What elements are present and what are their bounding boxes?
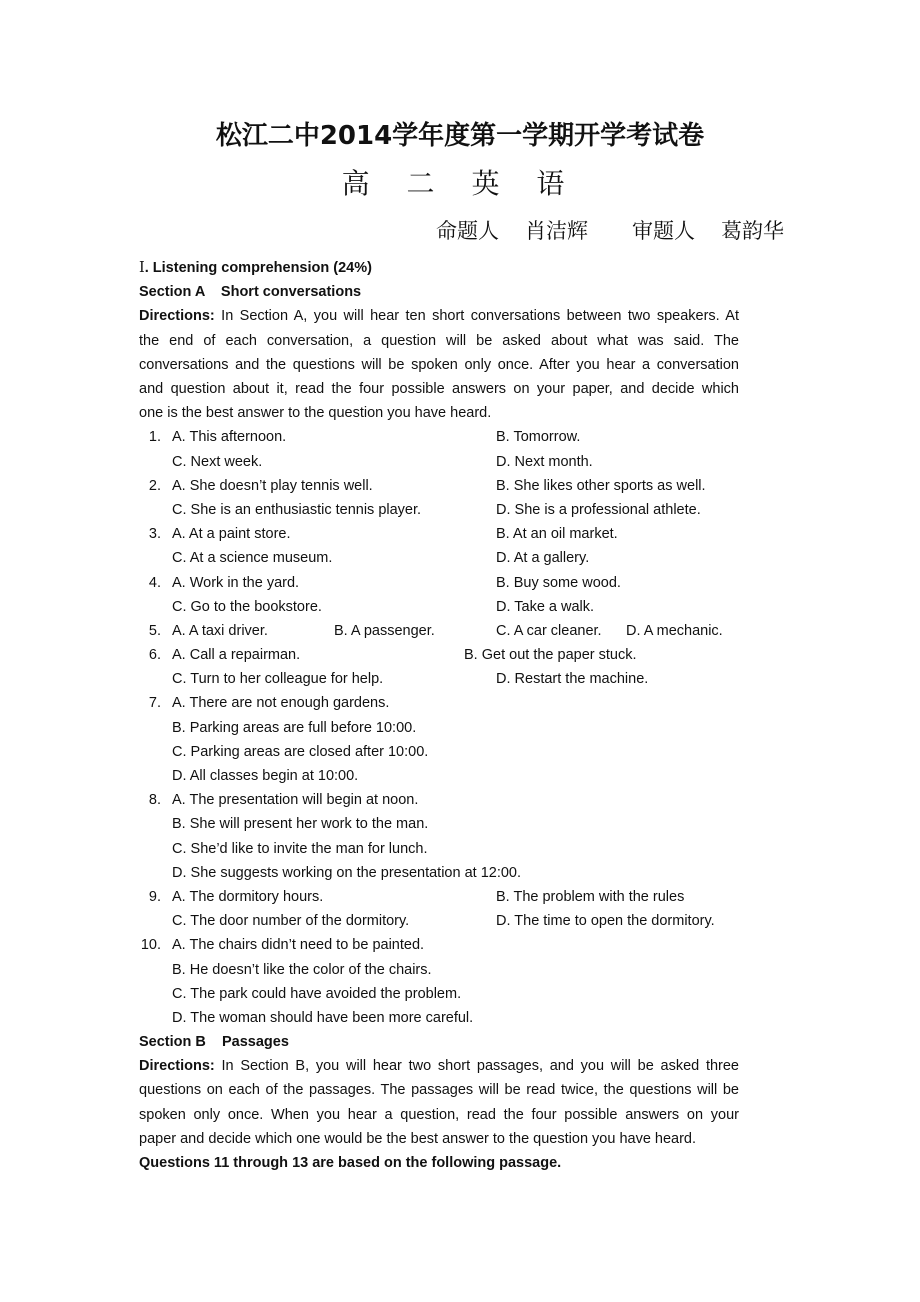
reviewer-label: 审题人 xyxy=(632,219,695,243)
option-d: D. Next month. xyxy=(496,453,593,470)
sectionB-directions-line: Directions: In Section B, you will hear two short passages, and you will be asked three xyxy=(139,1058,739,1075)
sectionA-directions xyxy=(139,304,739,425)
option-a: A. Call a repairman. xyxy=(172,647,301,664)
option-b: B. Get out the paper stuck. xyxy=(464,647,637,664)
question-number: 1. xyxy=(148,429,161,446)
option-b: B. Parking areas are full before 10:00. xyxy=(172,719,417,736)
question-7-row3 xyxy=(139,740,739,764)
sectionB-directions xyxy=(139,1054,739,1151)
option-c: C. The door number of the dormitory. xyxy=(172,913,410,930)
option-d: D. Restart the machine. xyxy=(496,671,649,688)
option-a: A. The dormitory hours. xyxy=(172,888,324,905)
option-c: C. Next week. xyxy=(172,453,263,470)
option-d: D. At a gallery. xyxy=(496,550,590,567)
directions-label: Directions: xyxy=(139,1058,215,1075)
part1-roman: Ⅰ xyxy=(139,260,145,276)
question-6-row2 xyxy=(139,667,739,691)
option-c: C. The park could have avoided the problem. xyxy=(172,985,462,1002)
option-c: C. She is an enthusiastic tennis player. xyxy=(172,501,422,518)
author-label: 命题人 xyxy=(436,219,499,243)
question-8-row3 xyxy=(139,837,739,861)
option-a: A. This afternoon. xyxy=(172,429,287,446)
question-4 xyxy=(139,571,739,595)
question-10 xyxy=(139,933,739,957)
question-10-row3 xyxy=(139,982,739,1006)
exam-subtitle: 高 二 英 语 xyxy=(341,167,579,200)
question-3 xyxy=(139,522,739,546)
question-1 xyxy=(139,425,739,449)
sectionB-directions-line: paper and decide which one would be the best answer to the question you have heard. xyxy=(139,1130,697,1147)
option-d: D. The woman should have been more careful. xyxy=(172,1009,474,1026)
option-d: D. The time to open the dormitory. xyxy=(496,913,715,930)
question-4-row2 xyxy=(139,595,739,619)
option-c: C. A car cleaner. xyxy=(496,622,602,639)
question-6 xyxy=(139,643,739,667)
option-b: B. Buy some wood. xyxy=(496,574,621,591)
sectionB-directions-line: questions on each of the passages. The passages will be read twice, the questions will be xyxy=(139,1082,739,1099)
option-b: B. He doesn’t like the color of the chairs. xyxy=(172,961,432,978)
sectionA-directions-line: conversations and the questions will be spoken only once. After you hear a conversation xyxy=(139,356,739,373)
question-7-row4 xyxy=(139,764,739,788)
question-1-row2 xyxy=(139,450,739,474)
question-9-row2 xyxy=(139,909,739,933)
option-c: C. She’d like to invite the man for lunch. xyxy=(172,840,428,857)
sectionB-heading: Section B Passages xyxy=(139,1034,289,1051)
option-d: D. All classes begin at 10:00. xyxy=(172,768,359,785)
option-b: B. A passenger. xyxy=(334,622,435,639)
option-d: D. She suggests working on the presentation at 12:00. xyxy=(172,864,522,881)
option-a: A. She doesn’t play tennis well. xyxy=(172,477,373,494)
part1-title: . Listening comprehension (24%) xyxy=(144,260,372,276)
option-b: B. Tomorrow. xyxy=(496,429,581,446)
option-c: C. At a science museum. xyxy=(172,550,333,567)
part1-heading xyxy=(139,256,739,280)
sectionA-heading: Section A Short conversations xyxy=(139,284,362,301)
question-2-row2 xyxy=(139,498,739,522)
option-b: B. At an oil market. xyxy=(496,526,618,543)
option-a: A. A taxi driver. xyxy=(172,622,268,639)
sectionA-directions-line: and question about it, read the four possible answers on your paper, and decide which xyxy=(139,380,739,397)
exam-body xyxy=(139,256,739,1175)
question-number: 10. xyxy=(140,937,161,954)
option-a: A. At a paint store. xyxy=(172,526,291,543)
option-d: D. She is a professional athlete. xyxy=(496,501,701,518)
question-8-row4 xyxy=(139,861,739,885)
author-name: 肖洁辉 xyxy=(525,219,588,243)
option-a: A. The presentation will begin at noon. xyxy=(172,792,419,809)
question-2 xyxy=(139,474,739,498)
option-a: A. There are not enough gardens. xyxy=(172,695,390,712)
sectionB-directions-line: spoken only once. When you hear a question, read the four possible answers on your xyxy=(139,1106,739,1123)
author-line xyxy=(436,214,796,248)
option-b: B. She likes other sports as well. xyxy=(496,477,706,494)
sectionA-directions-line: the end of each conversation, a question will be asked about what was said. The xyxy=(139,332,739,349)
exam-title: 松江二中2014学年度第一学期开学考试卷 xyxy=(215,121,705,151)
reviewer-name: 葛韵华 xyxy=(721,219,784,243)
question-number: 8. xyxy=(148,792,161,809)
question-5 xyxy=(139,619,739,643)
option-a: A. The chairs didn’t need to be painted. xyxy=(172,937,425,954)
directions-label: Directions: xyxy=(139,308,215,325)
question-number: 9. xyxy=(148,888,161,905)
sectionA-directions-line: one is the best answer to the question you have heard. xyxy=(139,405,492,422)
question-number: 6. xyxy=(148,647,161,664)
question-7 xyxy=(139,691,739,715)
question-3-row2 xyxy=(139,546,739,570)
option-d: D. Take a walk. xyxy=(496,598,595,615)
option-d: D. A mechanic. xyxy=(626,622,723,639)
question-9 xyxy=(139,885,739,909)
sectionA-directions-line: Directions: In Section A, you will hear ten short conversations between two speakers. At xyxy=(139,308,739,325)
option-c: C. Turn to her colleague for help. xyxy=(172,671,384,688)
option-a: A. Work in the yard. xyxy=(172,574,300,591)
question-number: 5. xyxy=(148,622,161,639)
question-number: 2. xyxy=(148,477,161,494)
passage-note: Questions 11 through 13 are based on the following passage. xyxy=(139,1155,562,1172)
option-b: B. She will present her work to the man. xyxy=(172,816,429,833)
question-8 xyxy=(139,788,739,812)
question-10-row2 xyxy=(139,958,739,982)
option-c: C. Parking areas are closed after 10:00. xyxy=(172,743,429,760)
question-number: 3. xyxy=(148,526,161,543)
question-number: 7. xyxy=(148,695,161,712)
question-7-row2 xyxy=(139,716,739,740)
question-8-row2 xyxy=(139,812,739,836)
option-c: C. Go to the bookstore. xyxy=(172,598,322,615)
question-10-row4 xyxy=(139,1006,739,1030)
option-b: B. The problem with the rules xyxy=(496,888,685,905)
question-number: 4. xyxy=(148,574,161,591)
